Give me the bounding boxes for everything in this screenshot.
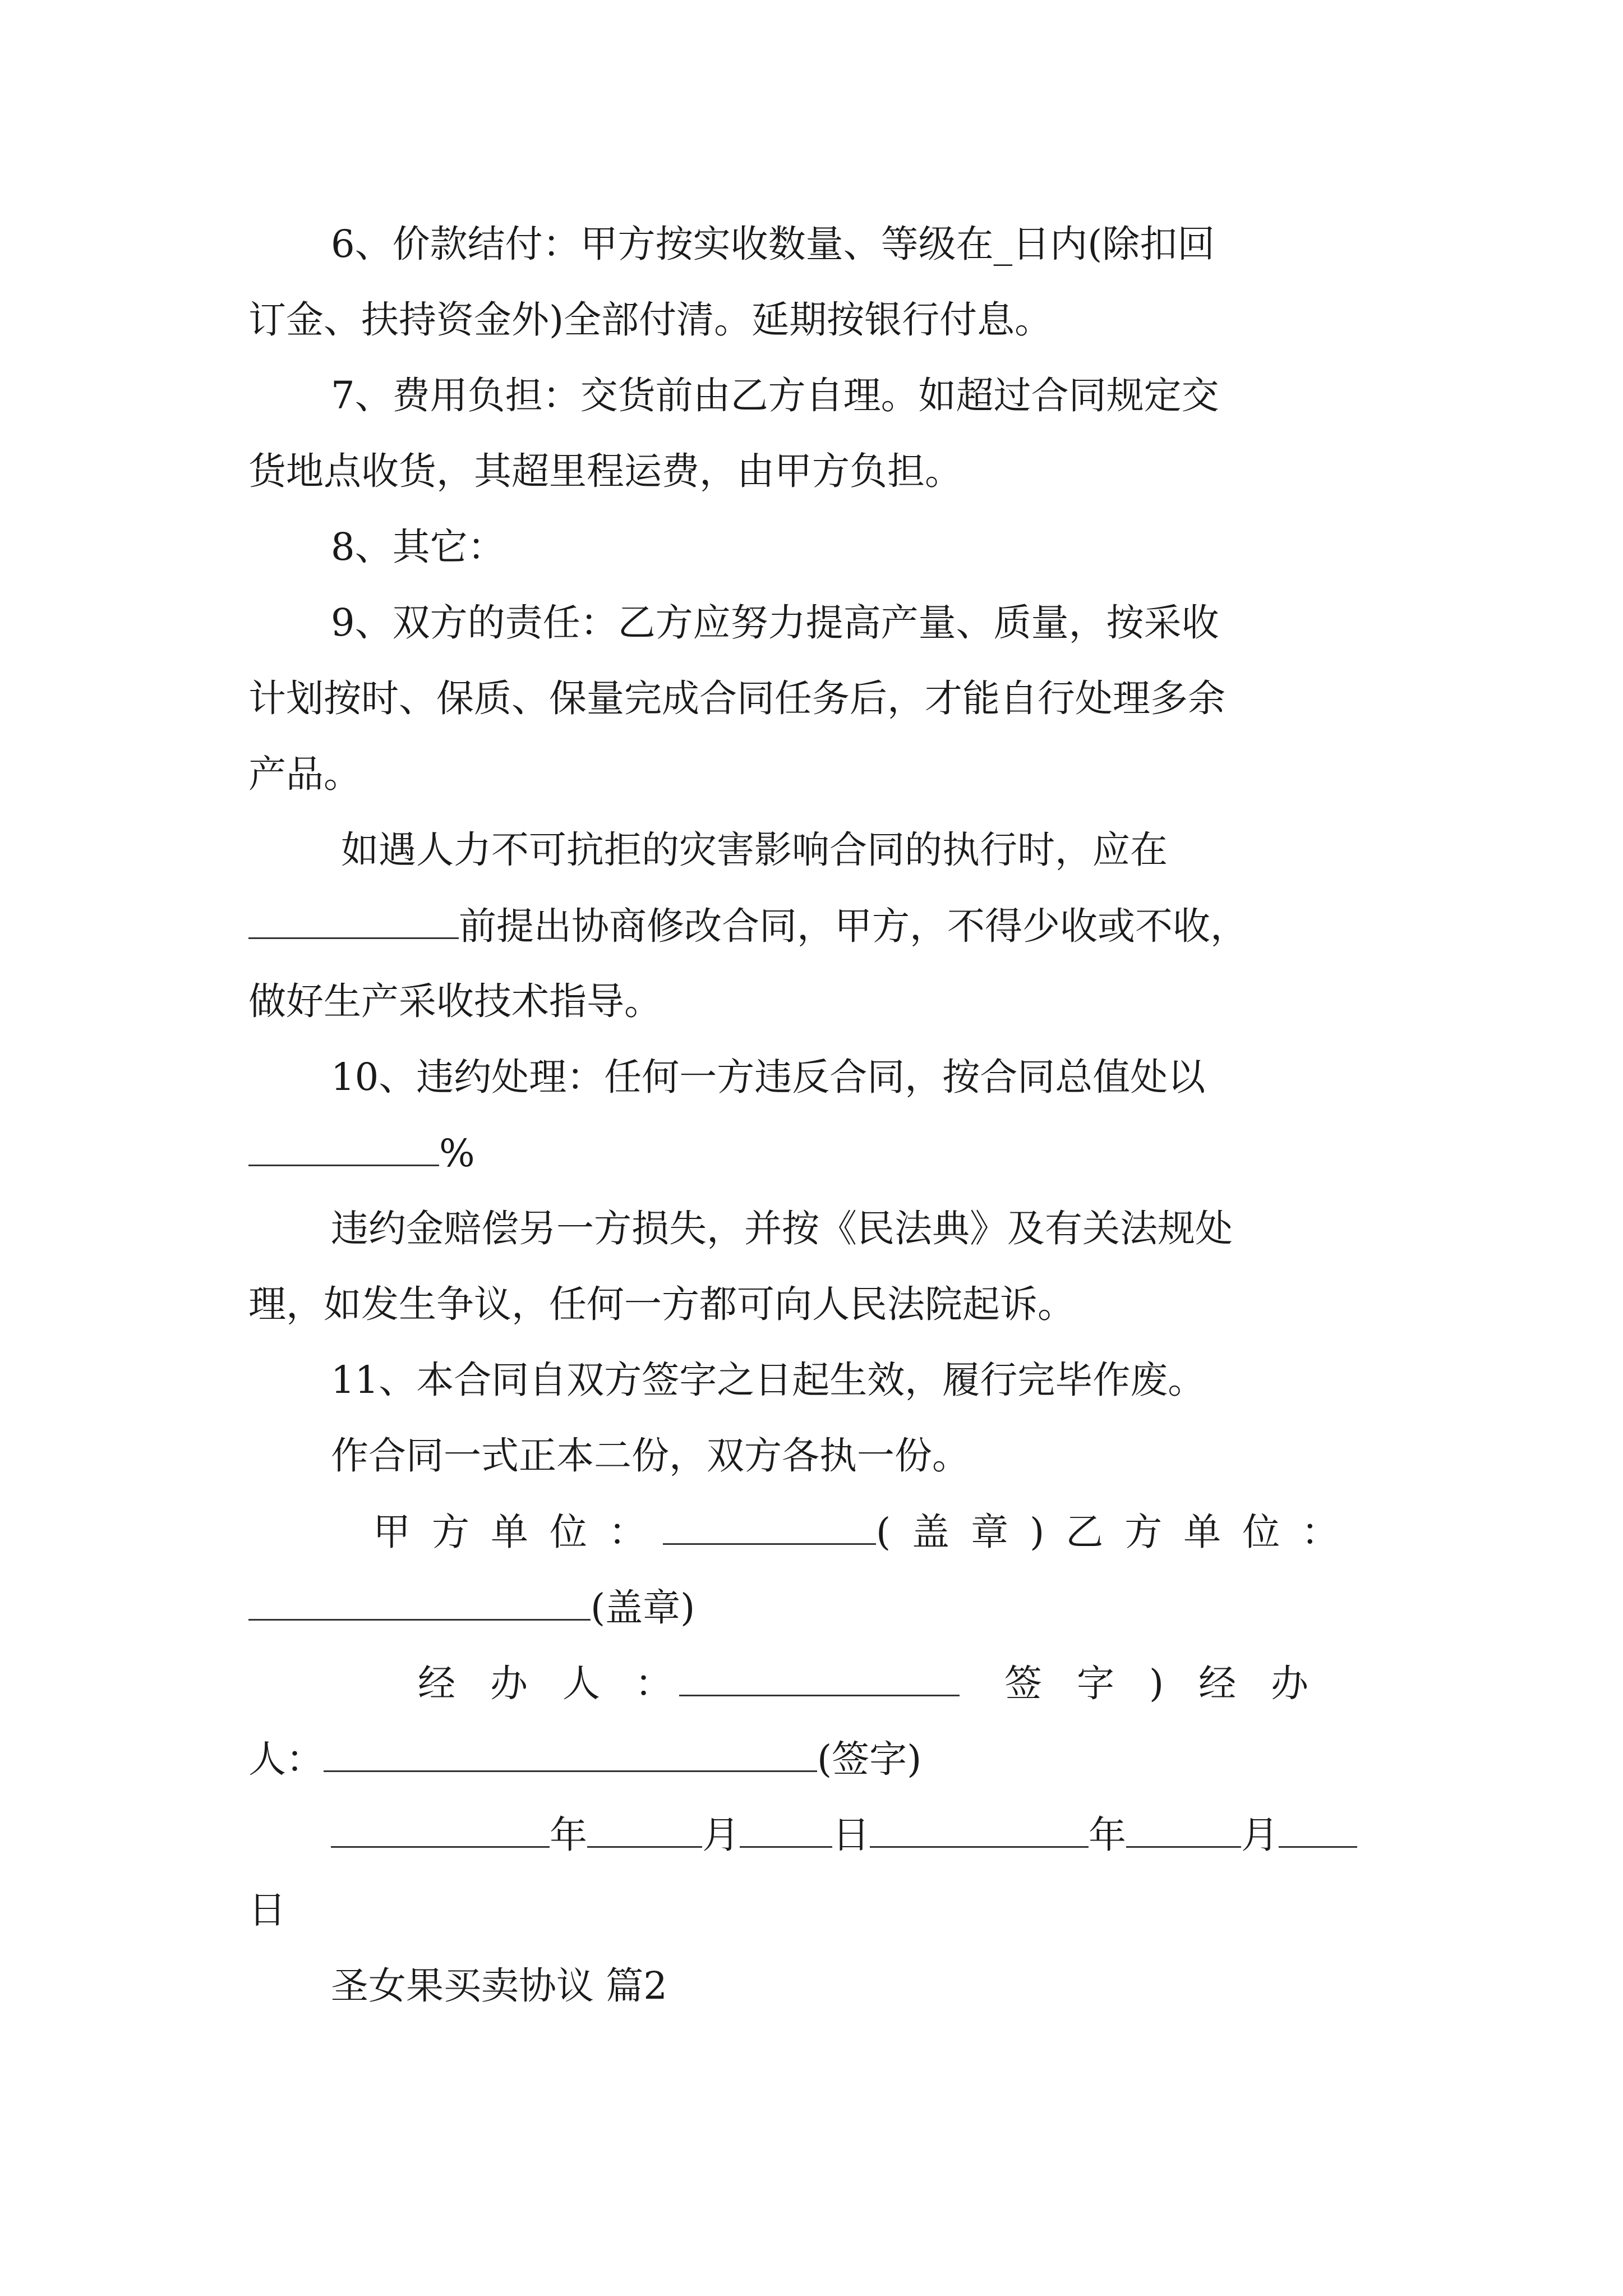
party-unit-line <box>373 1506 1360 1557</box>
blank-field <box>1126 1809 1241 1848</box>
clause-8-line: 8、其它： <box>331 525 505 569</box>
blank-field <box>248 900 459 939</box>
blank-field <box>740 1809 832 1848</box>
clause-6-line-1: 6、价款结付：甲方按实收数量、等级在_日内(除扣回 <box>331 222 1215 266</box>
party-b-handler-label: 签字)经办 <box>1004 1662 1344 1705</box>
handler-label-end: 人： <box>248 1737 324 1781</box>
party-a-handler-label: 经办人： <box>418 1662 707 1705</box>
blank-field <box>587 1809 702 1848</box>
day-label: 日 <box>832 1813 870 1857</box>
clause-10-line-1: 10、违约处理：任何一方违反合同，按合同总值处以 <box>331 1055 1206 1099</box>
month-label: 月 <box>702 1813 740 1857</box>
sign-label: (签字) <box>817 1737 922 1781</box>
seal-label: (盖章) <box>591 1586 695 1630</box>
date-line-end: 日 <box>248 1888 286 1932</box>
clause-10-line-2 <box>248 1128 475 1178</box>
clause-10-line-4: 理，如发生争议，任何一方都可向人民法院起诉。 <box>248 1282 1075 1326</box>
force-majeure-line-2 <box>248 900 1248 951</box>
clause-7-line-2: 货地点收货，其超里程运费，由甲方负担。 <box>248 449 962 493</box>
clause-6-line-2: 订金、扶持资金外)全部付清。延期按银行付息。 <box>248 298 1053 342</box>
date-line <box>331 1809 1357 1860</box>
blank-field <box>663 1506 876 1545</box>
clause-7-line-1: 7、费用负担：交货前由乙方自理。如超过合同规定交 <box>331 374 1219 417</box>
clause-10-line-3: 违约金赔偿另一方损失，并按《民法典》及有关法规处 <box>331 1207 1233 1250</box>
clause-11-line: 11、本合同自双方签字之日起生效，履行完毕作废。 <box>331 1358 1206 1402</box>
blank-field <box>1279 1809 1357 1848</box>
handler-line <box>418 1658 1343 1708</box>
party-b-seal-line <box>248 1582 695 1632</box>
blank-field <box>324 1733 817 1772</box>
blank-field <box>679 1658 960 1696</box>
clause-9-line-1: 9、双方的责任：乙方应努力提高产量、质量，按采收 <box>331 601 1219 645</box>
party-a-unit-label: 甲方单位： <box>373 1510 667 1554</box>
blank-field <box>870 1809 1089 1848</box>
year-label: 年 <box>1089 1813 1126 1857</box>
clause-9-line-2: 计划按时、保质、保量完成合同任务后，才能自行处理多余 <box>248 677 1225 720</box>
month-label: 月 <box>1241 1813 1279 1857</box>
clause-9-line-3: 产品。 <box>248 752 361 796</box>
year-label: 年 <box>550 1813 587 1857</box>
blank-field <box>248 1128 439 1166</box>
force-majeure-line-2-text: 前提出协商修改合同，甲方，不得少收或不收， <box>459 904 1248 948</box>
percent-sign: % <box>439 1131 475 1175</box>
copies-line: 作合同一式正本二份，双方各执一份。 <box>331 1434 970 1478</box>
force-majeure-line-3: 做好生产采收技术指导。 <box>248 979 662 1023</box>
blank-field <box>331 1809 550 1848</box>
force-majeure-line-1: 如遇人力不可抗拒的灾害影响合同的执行时，应在 <box>341 828 1168 872</box>
handler-sign-line <box>248 1733 921 1784</box>
blank-field <box>248 1582 591 1621</box>
section-heading: 圣女果买卖协议 篇2 <box>331 1964 667 2008</box>
party-b-unit-label: (盖章)乙方单位： <box>876 1510 1361 1554</box>
